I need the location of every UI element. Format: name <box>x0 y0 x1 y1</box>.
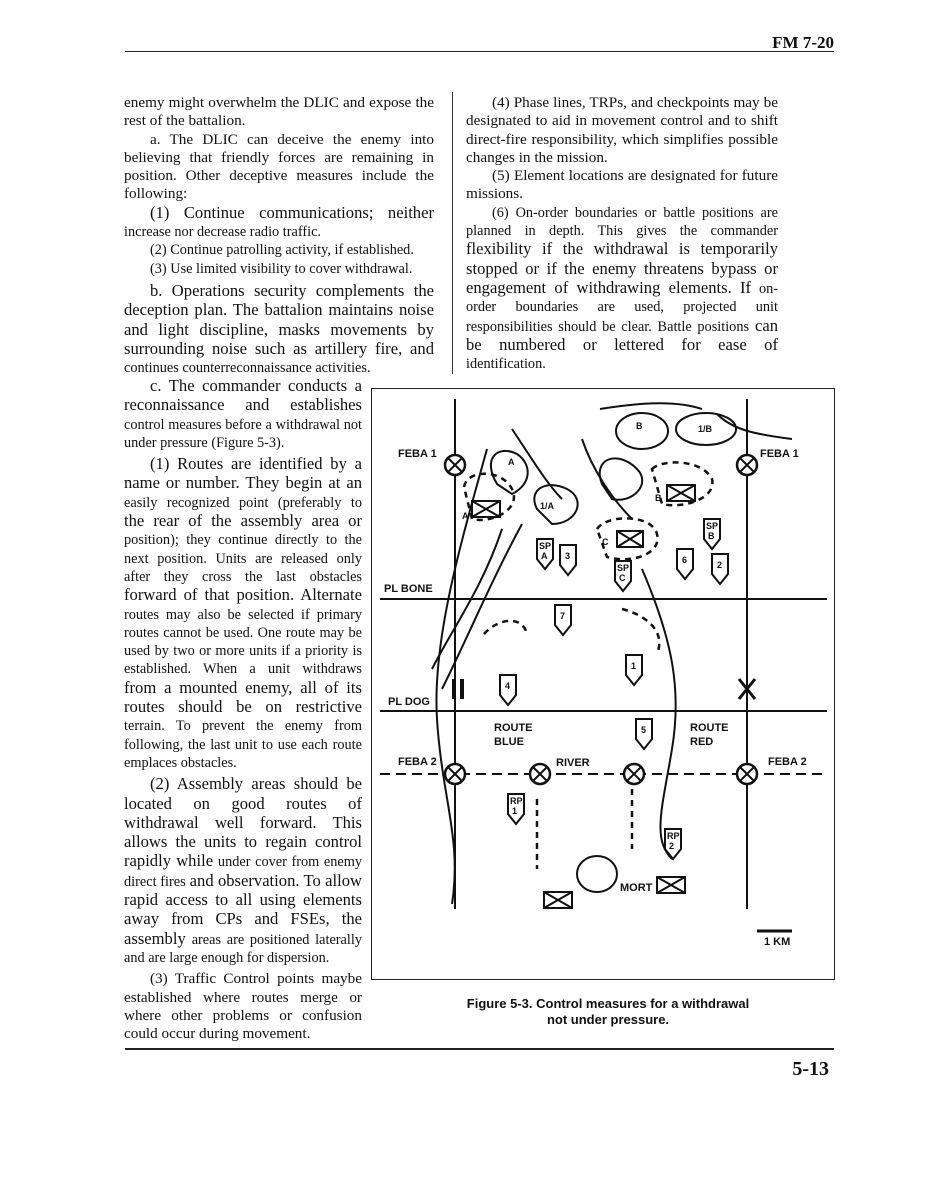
text-run: continues counterreconnaissance activities. <box>124 360 371 377</box>
text-run: (1) Continue communications; neither <box>150 202 434 222</box>
checkpoint-label: 6 <box>682 555 688 565</box>
rp-label: RP <box>667 831 680 841</box>
paragraph: a. The DLIC can deceive the enemy into believing that friendly forces are remaining in position. Other deceptive measures include the following: <box>124 130 434 203</box>
text-run: identification. <box>466 356 546 373</box>
figure-5-3 <box>371 388 835 980</box>
checkpoint-label: 1 <box>631 661 637 671</box>
route-red-label: ROUTE <box>690 722 729 734</box>
caption-line: Figure 5-3. Control measures for a withdrawal <box>466 996 750 1011</box>
header-rule <box>125 51 834 52</box>
route-blue-label: BLUE <box>494 736 524 748</box>
footer-rule <box>125 1048 834 1050</box>
text-run: increase nor decrease radio traffic. <box>124 224 321 241</box>
text-run: under cover from enemy direct fires <box>124 854 362 890</box>
text-run: forward of that position. Alternate <box>124 585 362 605</box>
paragraph: (2) Continue patrolling activity, if established. <box>150 242 414 259</box>
position-label: 1/B <box>698 424 713 434</box>
terrain-contour <box>432 524 522 689</box>
battle-position-b <box>616 413 668 449</box>
manual-title: FM 7-20 <box>772 33 834 52</box>
feba1-left-label: FEBA 1 <box>398 448 437 460</box>
text-run: control measures before a withdrawal not under pressure (Figure 5-3). <box>124 416 362 451</box>
rp-label: 1 <box>512 806 518 816</box>
sp-label: A <box>541 551 548 561</box>
text-run: the rear of the assembly area or <box>124 511 362 531</box>
position-label: A <box>462 511 469 521</box>
pl-bone-label: PL BONE <box>384 583 433 595</box>
paragraph: enemy might overwhelm the DLIC and expose the rest of the battalion. <box>124 94 434 130</box>
pl-dog-label: PL DOG <box>388 696 430 708</box>
caption-line: not under pressure. <box>546 1012 670 1027</box>
route-red-path <box>642 569 676 859</box>
rp-label: 2 <box>669 841 675 851</box>
sp-label: SP <box>706 521 719 531</box>
battle-position-b-left <box>600 458 643 499</box>
paragraph <box>466 204 778 374</box>
dashed-position <box>622 609 659 654</box>
checkpoint-label: 3 <box>565 551 571 561</box>
text-run: areas are positioned laterally and are large enough for dispersion. <box>124 931 362 966</box>
paragraph <box>124 775 362 967</box>
dashed-position <box>484 621 527 634</box>
sp-label: B <box>708 531 715 541</box>
text-run: routes may also be selected if primary routes cannot be used. One route may be used by two or more units if a priority is established. When a unit withdraws <box>124 606 362 678</box>
position-label: C <box>602 537 609 547</box>
page-number: 5-13 <box>792 1058 829 1080</box>
left-column-bottom <box>124 377 362 1043</box>
text-run: (2) Assembly areas should be located on good routes of withdrawal well forward. This allows the units <box>124 774 362 852</box>
position-label: B <box>636 421 643 431</box>
text-run: position); they continue directly to the next position. Units are released only after they cross the last obstacles <box>124 532 362 585</box>
paragraph: (3) Use limited visibility to cover withdrawal. <box>150 260 413 277</box>
sp-label: SP <box>617 563 630 573</box>
route-red-label: RED <box>690 736 714 748</box>
right-column <box>466 94 778 373</box>
text-run: b. Operations security complements the deception plan. The battalion maintains noise and light discipline, masks movements by surrounding noise such as artillery fire, and <box>124 280 434 358</box>
paragraph: (3) Traffic Control points maybe established where routes merge or where other problems or confusion could occur during movement. <box>124 970 362 1043</box>
text-run: from a mounted enemy, all of its routes should be on restrictive <box>124 677 362 717</box>
position-label: 1/A <box>540 501 555 511</box>
paragraph <box>124 455 362 772</box>
scale-label: 1 KM <box>764 936 791 948</box>
river-label: RIVER <box>556 757 590 769</box>
terrain-contour <box>600 403 792 439</box>
paragraph: (5) Element locations are designated for future missions. <box>466 167 778 203</box>
sp-label: C <box>619 573 626 583</box>
text-run: on-order boundaries are used, projected unit responsibilities should be clear. Battle positions <box>466 280 779 335</box>
figure-caption <box>380 996 836 1028</box>
paragraph: (4) Phase lines, TRPs, and checkpoints may be designated to aid in movement control and to shift direct-fire responsibility, which simplifies possible changes in the mission. <box>466 94 778 166</box>
checkpoint-label: 4 <box>505 681 511 691</box>
text-run: and observation. To allow rapid access to all using elements away from CPs and FSEs, the assembly <box>124 870 362 948</box>
control-measures-map <box>372 389 834 979</box>
checkpoint-label: 7 <box>560 611 566 621</box>
text-run: flexibility if the withdrawal is temporarily stopped or if the enemy threatens bypass or engagement of withdrawing elements. If <box>466 239 778 297</box>
mort-label: MORT <box>620 882 653 894</box>
position-label: A <box>508 457 515 467</box>
feba2-left-label: FEBA 2 <box>398 756 437 768</box>
text-run: easily recognized point (preferably to <box>124 494 362 511</box>
rp-label: RP <box>510 796 523 806</box>
text-run: c. The commander conducts a reconnaissance and establishes <box>124 376 362 415</box>
terrain-contour <box>512 429 632 519</box>
paragraph <box>124 377 362 452</box>
sp-label: SP <box>539 541 552 551</box>
position-label: B <box>655 493 662 503</box>
route-blue-label: ROUTE <box>494 722 533 734</box>
paragraph <box>124 204 434 242</box>
text-run: (1) Routes are identified by a name or number. They begin at an <box>124 454 362 493</box>
battle-position-rear <box>577 856 617 892</box>
text-run: can be numbered or lettered for ease of <box>466 315 779 354</box>
feba2-right-label: FEBA 2 <box>768 756 807 768</box>
column-divider <box>452 92 453 374</box>
text-run: (6) On-order boundaries or battle positions are planned in depth. This gives the commander <box>466 204 778 240</box>
text-run: terrain. To prevent the enemy from following, the last unit to use each route emplaces obstacles. <box>124 718 362 771</box>
paragraph <box>124 282 434 377</box>
checkpoint-label: 2 <box>717 560 723 570</box>
text-run: to regain control rapidly while <box>124 832 362 871</box>
left-column-top <box>124 94 434 377</box>
feba1-right-label: FEBA 1 <box>760 448 799 460</box>
checkpoint-label: 5 <box>641 725 647 735</box>
